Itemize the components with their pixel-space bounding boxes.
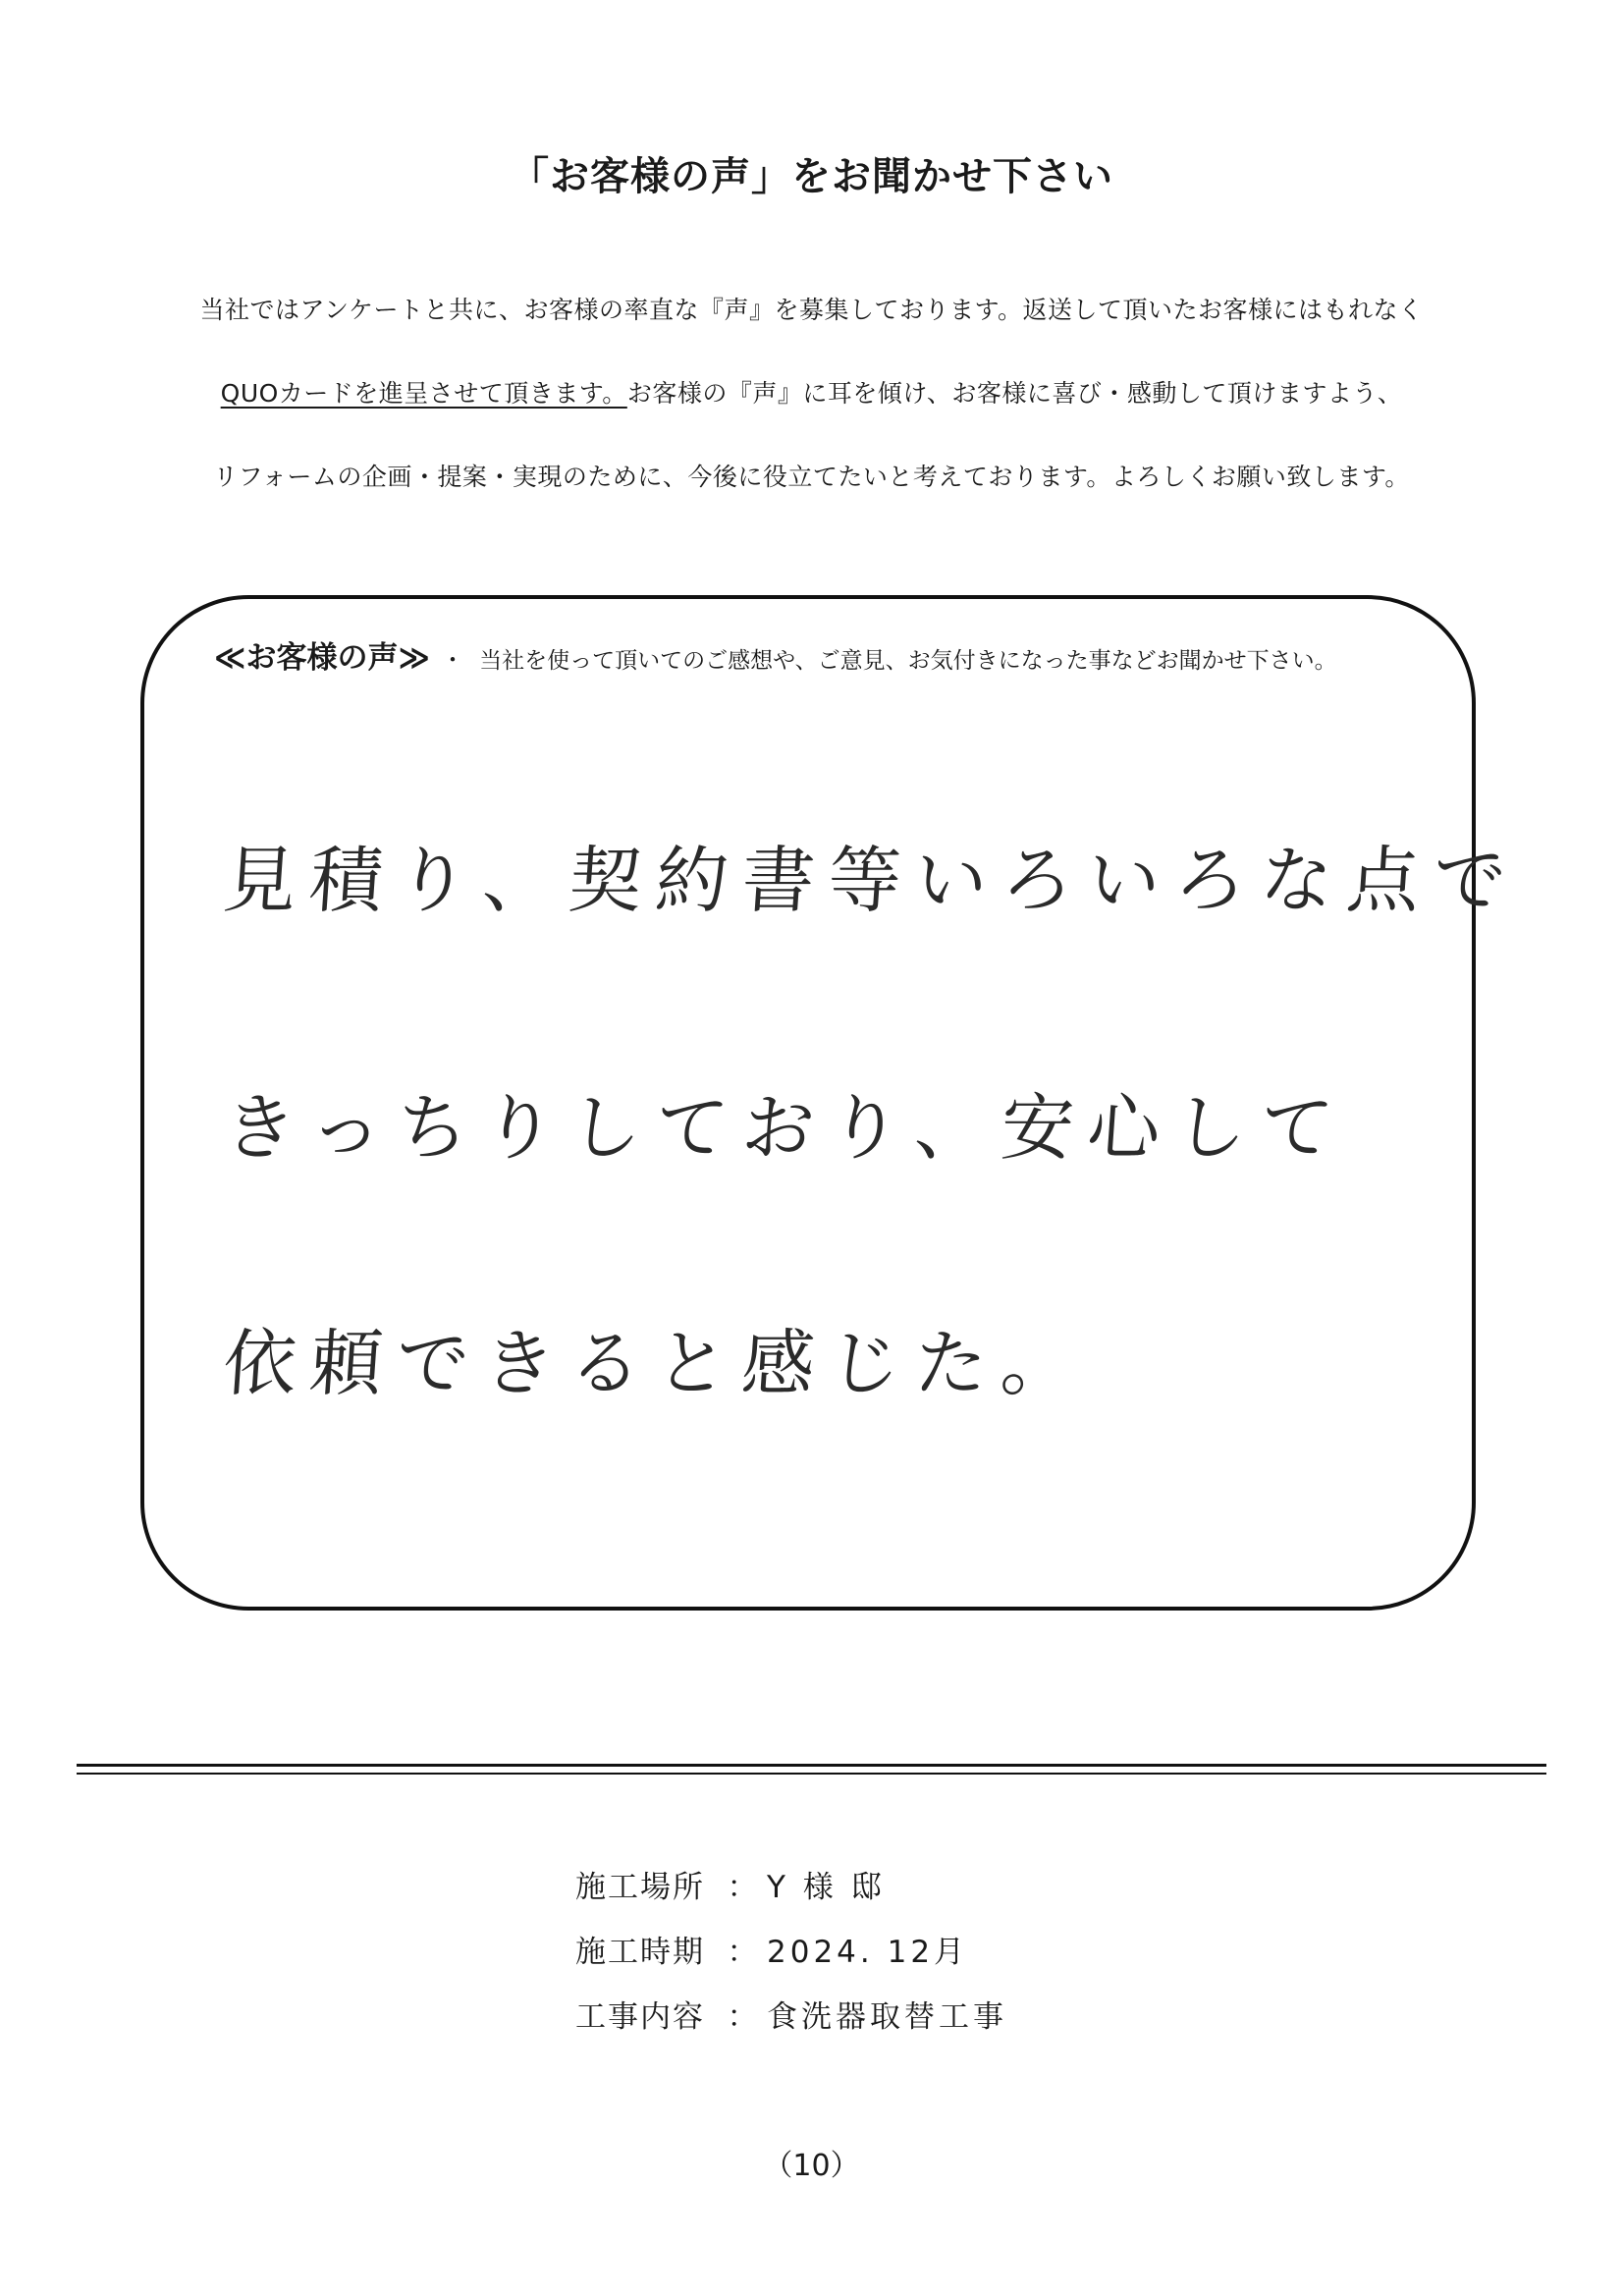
intro-line-3: リフォームの企画・提案・実現のために、今後に役立てたいと考えております。よろしくお願い致します。: [213, 463, 1410, 491]
location-value: Y 様 邸: [767, 1870, 886, 1905]
period-key: 施工時期: [575, 1935, 705, 1970]
intro-line-2: [0, 374, 1623, 410]
period-separator: ：: [727, 1935, 758, 1970]
page-number: （10）: [763, 2149, 860, 2183]
handwritten-line-3: 依頼できると感じた。: [220, 1322, 1091, 1406]
voice-header: [214, 632, 1337, 677]
location-separator: ：: [727, 1870, 758, 1905]
divider-rule-bottom: [77, 1773, 1546, 1775]
info-row-location: [575, 1862, 886, 1906]
info-row-period: [575, 1927, 968, 1971]
content-key: 工事内容: [575, 1999, 705, 2035]
voice-bullet: ・: [441, 646, 464, 674]
location-key: 施工場所: [575, 1870, 705, 1905]
handwritten-line-2: きっちりしており、安心して: [220, 1086, 1350, 1171]
handwritten-line-1: 見積り、契約書等いろいろな点で: [220, 839, 1523, 923]
content-value: 食洗器取替工事: [767, 1999, 1007, 2035]
voice-label: ≪お客様の声≫: [214, 640, 430, 676]
intro-line-2-rest: お客様の『声』に耳を傾け、お客様に喜び・感動して頂けますよう、: [626, 379, 1403, 408]
info-row-content: [575, 1992, 1007, 2036]
page-title: 「お客様の声」をお聞かせ下さい: [510, 154, 1113, 199]
content-separator: ：: [727, 1999, 758, 2035]
period-value: 2024. 12月: [767, 1935, 969, 1970]
intro-line-1: 当社ではアンケートと共に、お客様の率直な『声』を募集しております。返送して頂いたお客様にはもれなく: [199, 296, 1424, 324]
divider-rule-top: [77, 1764, 1546, 1767]
voice-prompt: 当社を使って頂いてのご感想や、ご意見、お気付きになった事などお聞かせ下さい。: [479, 648, 1337, 674]
quo-card-note: QUOカードを進呈させて頂きます。: [220, 379, 627, 408]
